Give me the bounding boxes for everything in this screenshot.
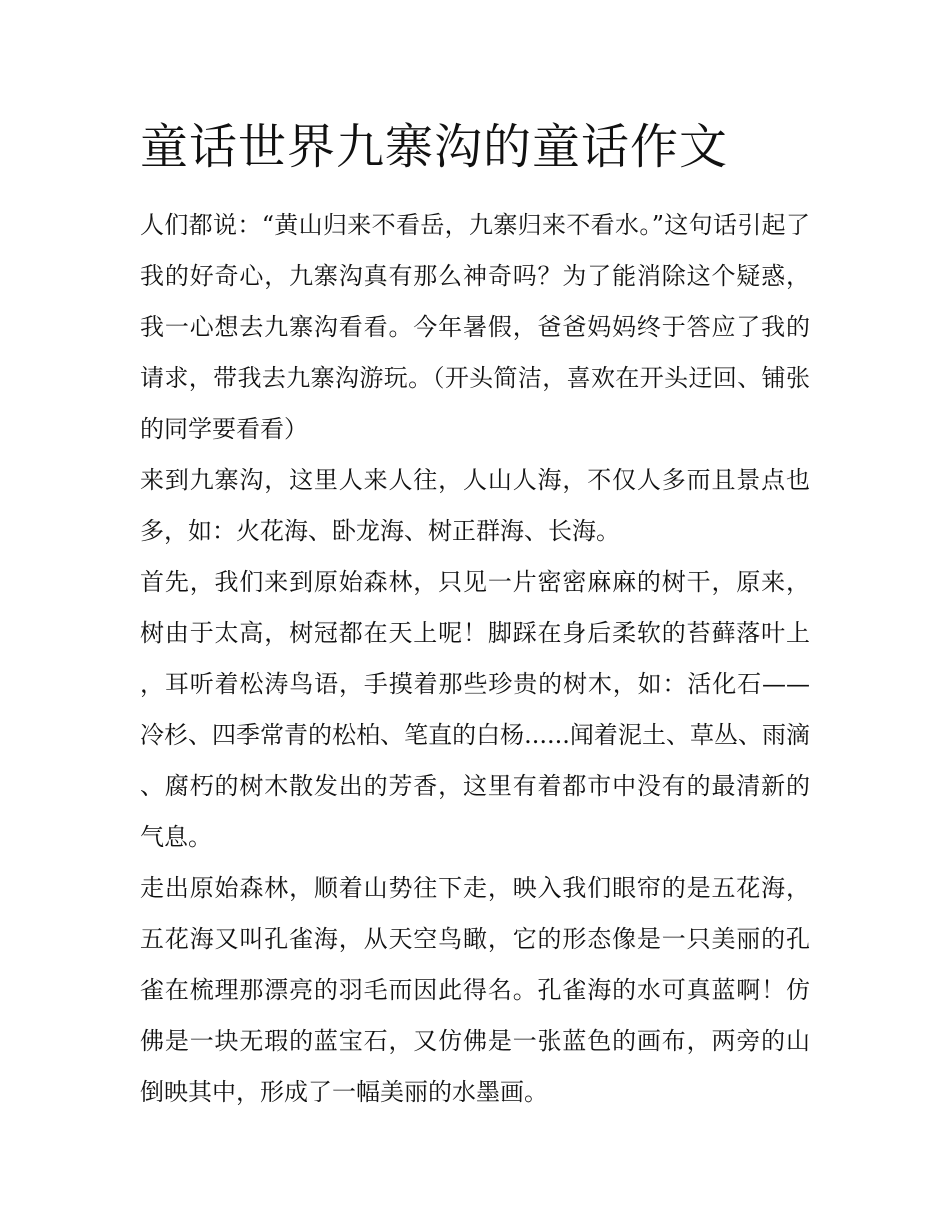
paragraph-wuhua-lake: 走出原始森林，顺着山势往下走，映入我们眼帘的是五花海，五花海又叫孔雀海，从天空鸟瞰，它的形态像是一只美丽的孔雀在梳理那漂亮的羽毛而因此得名。孔雀海的水可真蓝啊！仿佛是一块无瑕的蓝宝石，又仿佛是一张蓝色的画布，两旁的山倒映其中，形成了一幅美丽的水墨画。 [140, 874, 810, 1106]
document-title: 童话世界九寨沟的童话作文 [140, 119, 729, 175]
paragraph-arrival: 来到九寨沟，这里人来人往，人山人海，不仅人多而且景点也多，如：火花海、卧龙海、树正群海、长海。 [140, 466, 810, 545]
document-body [140, 200, 810, 1118]
document-content [140, 112, 810, 1118]
paragraph-intro: 人们都说：“黄山归来不看岳，九寨归来不看水。”这句话引起了我的好奇心，九寨沟真有那么神奇吗？为了能消除这个疑惑，我一心想去九寨沟看看。今年暑假，爸爸妈妈终于答应了我的请求，带我去九寨沟游玩。（开头简洁，喜欢在开头迂回、铺张的同学要看看） [140, 211, 810, 443]
paragraph-forest: 首先，我们来到原始森林，只见一片密密麻麻的树干，原来，树由于太高，树冠都在天上呢！脚踩在身后柔软的苔藓落叶上，耳听着松涛鸟语，手摸着那些珍贵的树木，如：活化石——冷杉、四季常青的松柏、笔直的白杨......闻着泥土、草丛、雨滴、腐朽的树木散发出的芳香，这里有着都市中没有的最清新的气息。 [140, 568, 810, 851]
